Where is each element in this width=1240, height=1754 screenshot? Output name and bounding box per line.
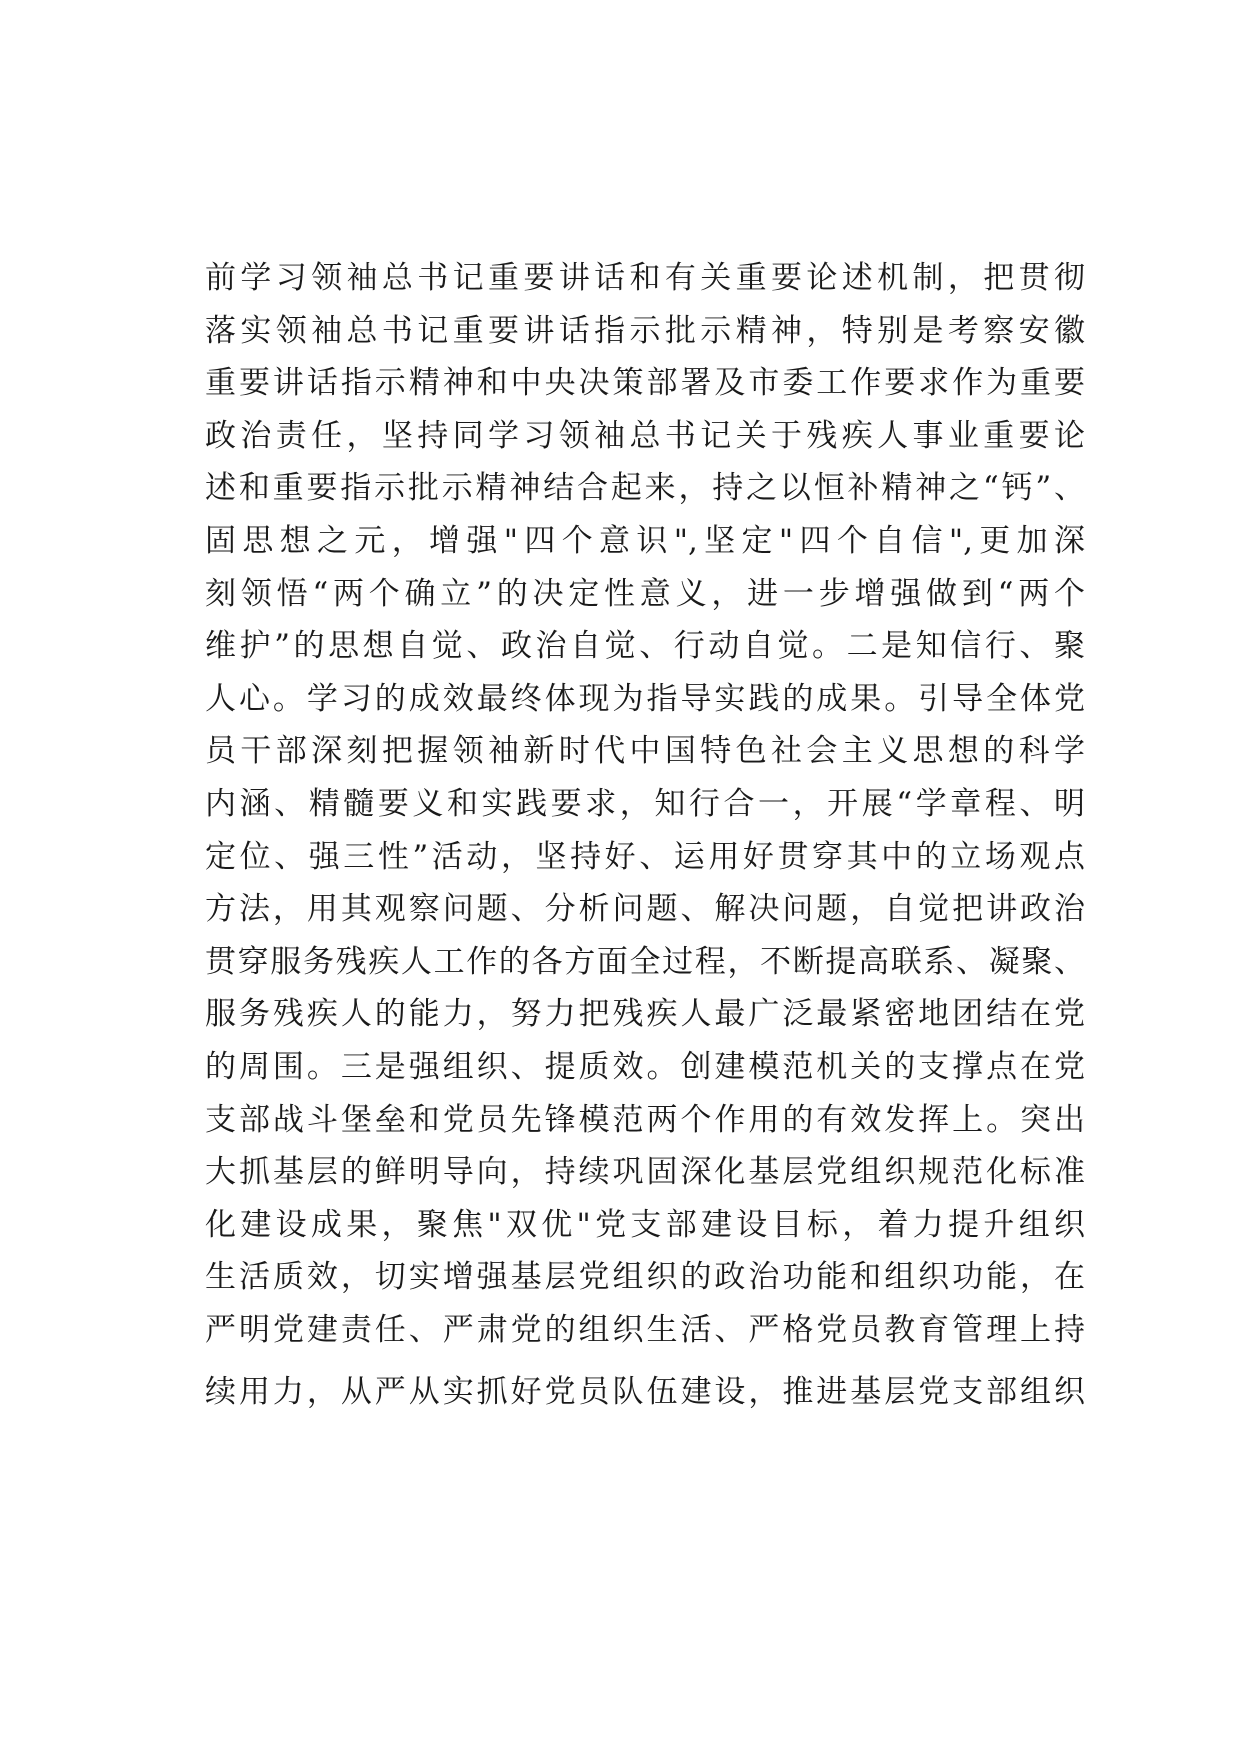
body-paragraph <box>205 252 1085 1419</box>
text-line: 生活质效，切实增强基层党组织的政治功能和组织功能，在 <box>205 1259 1085 1296</box>
text-line: 的周围。三是强组织、提质效。创建模范机关的支撑点在党 <box>205 1048 1085 1085</box>
text-line: 落实领袖总书记重要讲话指示批示精神，特别是考察安徽 <box>205 312 1085 349</box>
text-line: 述和重要指示批示精神结合起来，持之以恒补精神之“钙”、 <box>205 470 1085 507</box>
text-line: 严明党建责任、严肃党的组织生活、严格党员教育管理上持 <box>205 1311 1085 1348</box>
text-line: 重要讲话指示精神和中央决策部署及市委工作要求作为重要 <box>205 365 1085 402</box>
text-line: 维护”的思想自觉、政治自觉、行动自觉。二是知信行、聚 <box>205 628 1085 665</box>
text-line: 内涵、精髓要义和实践要求，知行合一，开展“学章程、明 <box>205 785 1085 822</box>
text-line: 贯穿服务残疾人工作的各方面全过程，不断提高联系、凝聚、 <box>205 943 1085 980</box>
text-line: 服务残疾人的能力，努力把残疾人最广泛最紧密地团结在党 <box>205 996 1085 1033</box>
text-line: 前学习领袖总书记重要讲话和有关重要论述机制，把贯彻 <box>205 260 1085 296</box>
text-line: 大抓基层的鲜明导向，持续巩固深化基层党组织规范化标准 <box>205 1154 1085 1191</box>
text-line: 人心。学习的成效最终体现为指导实践的成果。引导全体党 <box>205 680 1085 717</box>
text-line: 化建设成果，聚焦"双优"党支部建设目标，着力提升组织 <box>205 1206 1085 1243</box>
text-line: 政治责任，坚持同学习领袖总书记关于残疾人事业重要论 <box>205 417 1085 454</box>
text-line: 续用力，从严从实抓好党员队伍建设，推进基层党支部组织 <box>205 1374 1085 1411</box>
text-line: 员干部深刻把握领袖新时代中国特色社会主义思想的科学 <box>205 733 1085 770</box>
text-line: 支部战斗堡垒和党员先锋模范两个作用的有效发挥上。突出 <box>205 1101 1085 1138</box>
text-line: 刻领悟“两个确立”的决定性意义，进一步增强做到“两个 <box>205 575 1085 612</box>
text-line: 固思想之元，增强"四个意识",坚定"四个自信",更加深 <box>205 522 1085 559</box>
text-line: 方法，用其观察问题、分析问题、解决问题，自觉把讲政治 <box>205 891 1085 928</box>
text-line: 定位、强三性”活动，坚持好、运用好贯穿其中的立场观点 <box>205 838 1085 875</box>
